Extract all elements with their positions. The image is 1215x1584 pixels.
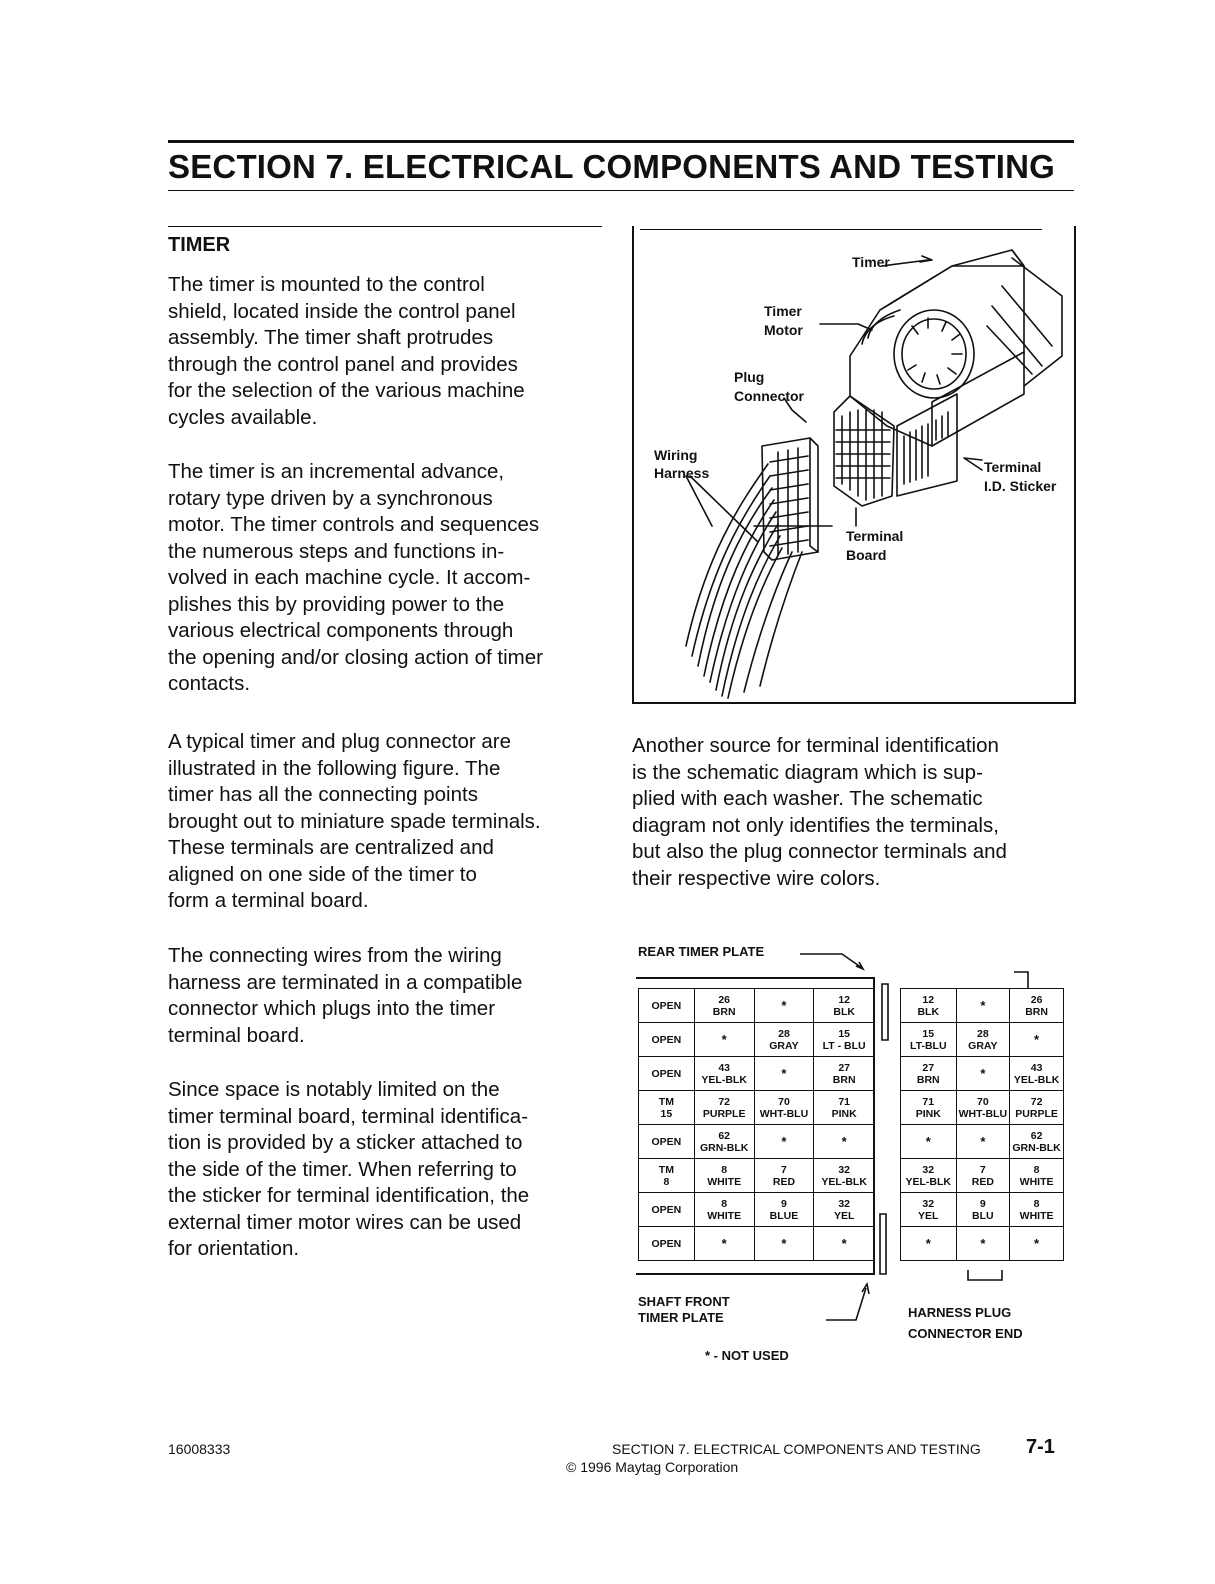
terminal-text: GRN-BLK: [1012, 1141, 1061, 1154]
table-row: [901, 1057, 1064, 1091]
text-line: tion is provided by a sticker attached to: [168, 1131, 523, 1154]
text-line: contacts.: [168, 672, 251, 695]
table-row: [639, 1023, 875, 1057]
terminal-cell: [754, 1057, 814, 1091]
section-title: SECTION 7. ELECTRICAL COMPONENTS AND TESTING: [168, 148, 1056, 185]
terminal-text: 8: [721, 1197, 728, 1210]
terminal-text: BRN: [916, 1073, 940, 1086]
text-line: the sticker for terminal identification, the: [168, 1184, 530, 1207]
terminal-text: 43: [1030, 1061, 1043, 1074]
text-line: rotary type driven by a synchronous: [168, 486, 493, 510]
terminal-text: YEL-BLK: [1013, 1073, 1060, 1086]
not-used-mark: *: [841, 1235, 847, 1251]
terminal-text: 71: [838, 1095, 850, 1108]
not-used-mark: *: [781, 997, 787, 1013]
terminal-text: 32: [922, 1163, 935, 1176]
shaft-front-label-2: TIMER PLATE: [638, 1310, 724, 1325]
doc-number: 16008333: [168, 1441, 231, 1457]
terminal-cell: [1010, 1023, 1064, 1057]
terminal-text: 7: [979, 1163, 986, 1176]
table-row: [639, 989, 875, 1023]
paragraph-2: [168, 459, 608, 698]
terminal-cell: [639, 1023, 695, 1057]
terminal-text: 62: [1030, 1129, 1043, 1142]
terminal-text: 32: [838, 1163, 850, 1176]
terminal-text: 15: [660, 1107, 673, 1120]
terminal-text: 7: [781, 1163, 787, 1176]
not-used-mark: *: [781, 1235, 787, 1251]
terminal-cell: [956, 1193, 1010, 1227]
label-terminal-board-2: Board: [846, 547, 887, 563]
label-wiring-harness-2: Harness: [654, 465, 710, 481]
terminal-text: LT-BLU: [909, 1039, 947, 1052]
not-used-mark: *: [980, 1235, 986, 1251]
terminal-cell: [814, 1159, 875, 1193]
terminal-cell: [901, 1091, 957, 1125]
terminal-text: 28: [977, 1027, 989, 1040]
text-line: illustrated in the following figure. The: [168, 756, 501, 780]
text-line: for the selection of the various machine: [168, 379, 525, 402]
terminal-cell: [1010, 1193, 1064, 1227]
terminal-text: YEL: [918, 1209, 939, 1222]
terminal-text: RED: [971, 1175, 994, 1188]
text-line: their respective wire colors.: [632, 866, 881, 890]
terminal-text: 8: [1033, 1163, 1040, 1176]
terminal-text: 71: [922, 1095, 935, 1108]
terminal-text: 32: [922, 1197, 935, 1210]
text-line: A typical timer and plug connector are: [168, 730, 511, 753]
terminal-cell: [901, 1057, 957, 1091]
text-line: shield, located inside the control panel: [168, 299, 516, 323]
terminal-cell: [956, 989, 1010, 1023]
terminal-text: 28: [778, 1027, 790, 1040]
terminal-cell: [694, 1125, 754, 1159]
terminal-text: OPEN: [651, 1237, 682, 1250]
terminal-cell: [639, 1091, 695, 1125]
terminal-text: WHITE: [1019, 1209, 1054, 1222]
text-line: volved in each machine cycle. It accom-: [168, 566, 531, 589]
terminal-text: WHITE: [707, 1209, 742, 1222]
page-number: 7-1: [1026, 1436, 1055, 1458]
terminal-cell: [694, 1159, 754, 1193]
text-line: timer has all the connecting points: [168, 783, 478, 806]
harness-plug-label-2: CONNECTOR END: [908, 1326, 1023, 1341]
terminal-text: 12: [922, 993, 935, 1006]
text-line: brought out to miniature spade terminals.: [168, 809, 541, 833]
terminal-text: PURPLE: [702, 1107, 746, 1120]
title-underline: [168, 190, 1074, 191]
label-timer-motor-1: Timer: [764, 303, 802, 319]
text-line: various electrical components through: [168, 619, 514, 642]
text-line: diagram not only identifies the terminals,: [632, 813, 999, 837]
terminal-cell: [901, 1125, 957, 1159]
terminal-text: 32: [838, 1197, 850, 1210]
paragraph-4: [168, 943, 608, 1049]
not-used-mark: *: [1034, 1235, 1040, 1251]
not-used-mark: *: [721, 1235, 727, 1251]
terminal-text: GRAY: [769, 1039, 799, 1052]
text-line: the side of the timer. When referring to: [168, 1157, 517, 1181]
text-line: assembly. The timer shaft protrudes: [168, 326, 494, 349]
table-row: [901, 1159, 1064, 1193]
terminal-text: 26: [1030, 993, 1043, 1006]
terminal-cell: [1010, 1159, 1064, 1193]
terminal-text: 8: [663, 1175, 670, 1188]
not-used-mark: *: [925, 1133, 931, 1149]
terminal-cell: [1010, 1125, 1064, 1159]
copyright: © 1996 Maytag Corporation: [566, 1459, 739, 1475]
terminal-text: 26: [718, 993, 731, 1006]
text-line: connector which plugs into the timer: [168, 997, 496, 1020]
terminal-text: WHITE: [707, 1175, 742, 1188]
text-line: plied with each washer. The schematic: [632, 787, 983, 810]
not-used-mark: *: [781, 1065, 787, 1081]
text-line: the opening and/or closing action of timer: [168, 645, 543, 669]
terminal-cell: [694, 1057, 754, 1091]
top-rule: [168, 140, 1074, 143]
terminal-text: BRN: [712, 1005, 736, 1018]
terminal-cell: [639, 1125, 695, 1159]
table-row: [639, 1227, 875, 1261]
terminal-cell: [694, 1227, 754, 1261]
label-terminal-id-1: Terminal: [984, 459, 1042, 475]
terminal-text: BLUE: [769, 1209, 799, 1222]
text-line: Another source for terminal identification: [632, 734, 999, 757]
terminal-text: 12: [838, 993, 850, 1006]
text-line: The timer is an incremental advance,: [168, 460, 505, 483]
terminal-text: BLK: [917, 1005, 940, 1018]
terminal-cell: [639, 1193, 695, 1227]
terminal-text: BLK: [833, 1005, 855, 1018]
text-line: harness are terminated in a compatible: [168, 970, 523, 994]
terminal-cell: [754, 1159, 814, 1193]
table-row: [639, 1057, 875, 1091]
label-plug-connector-2: Connector: [734, 388, 804, 404]
terminal-text: 9: [979, 1197, 986, 1210]
text-line: for orientation.: [168, 1237, 300, 1260]
text-line: cycles available.: [168, 405, 318, 429]
terminal-text: 8: [721, 1163, 728, 1176]
terminal-cell: [754, 1023, 814, 1057]
terminal-cell: [814, 1227, 875, 1261]
terminal-cell: [1010, 1057, 1064, 1091]
terminal-cell: [901, 989, 957, 1023]
text-line: but also the plug connector terminals and: [632, 840, 1007, 863]
text-line: The connecting wires from the wiring: [168, 944, 502, 967]
terminal-cell: [754, 1091, 814, 1125]
text-line: the numerous steps and functions in-: [168, 539, 505, 563]
harness-plug-table: [900, 988, 1064, 1261]
terminal-text: TM: [658, 1163, 674, 1176]
terminal-cell: [956, 1057, 1010, 1091]
terminal-cell: [639, 1159, 695, 1193]
timer-terminal-table: [638, 988, 875, 1261]
terminal-cell: [956, 1227, 1010, 1261]
terminal-cell: [694, 1023, 754, 1057]
terminal-text: 27: [922, 1061, 935, 1074]
label-timer: Timer: [852, 254, 890, 270]
terminal-text: YEL: [833, 1209, 855, 1222]
table-row: [639, 1159, 875, 1193]
terminal-text: BRN: [1025, 1005, 1048, 1018]
terminal-cell: [639, 1057, 695, 1091]
terminal-cell: [814, 1125, 875, 1159]
paragraph-schematic: [632, 733, 1072, 892]
terminal-text: YEL-BLK: [701, 1073, 747, 1086]
text-line: form a terminal board.: [168, 889, 369, 912]
terminal-text: LT - BLU: [822, 1039, 866, 1052]
terminal-text: WHT-BLU: [958, 1107, 1008, 1120]
table-row: [639, 1193, 875, 1227]
terminal-text: TM: [658, 1095, 674, 1108]
terminal-text: 72: [1030, 1095, 1043, 1108]
terminal-text: 72: [718, 1095, 731, 1108]
terminal-text: RED: [772, 1175, 796, 1188]
terminal-cell: [956, 1125, 1010, 1159]
text-line: Since space is notably limited on the: [168, 1078, 500, 1101]
subheading-timer: TIMER: [168, 234, 231, 256]
terminal-cell: [901, 1193, 957, 1227]
terminal-cell: [901, 1159, 957, 1193]
terminal-text: OPEN: [651, 1135, 682, 1148]
subheading-rule: [168, 226, 602, 227]
terminal-cell: [1010, 1227, 1064, 1261]
terminal-text: BLU: [972, 1209, 994, 1222]
terminal-cell: [814, 1193, 875, 1227]
not-used-mark: *: [980, 1133, 986, 1149]
terminal-cell: [956, 1159, 1010, 1193]
terminal-text: GRAY: [968, 1039, 998, 1052]
terminal-text: WHITE: [1019, 1175, 1054, 1188]
terminal-cell: [754, 1227, 814, 1261]
paragraph-5: [168, 1077, 608, 1263]
terminal-cell: [956, 1023, 1010, 1057]
label-terminal-id-2: I.D. Sticker: [984, 478, 1057, 494]
terminal-text: 27: [838, 1061, 850, 1074]
terminal-text: YEL-BLK: [821, 1175, 867, 1188]
terminal-text: 70: [778, 1095, 790, 1108]
text-line: terminal board.: [168, 1023, 305, 1047]
not-used-mark: *: [925, 1235, 931, 1251]
not-used-mark: *: [721, 1031, 727, 1047]
terminal-cell: [639, 989, 695, 1023]
text-line: These terminals are centralized and: [168, 836, 494, 859]
table-row: [901, 1227, 1064, 1261]
terminal-cell: [694, 1091, 754, 1125]
shaft-front-label-1: SHAFT FRONT: [638, 1294, 730, 1309]
terminal-text: 15: [838, 1027, 850, 1040]
terminal-cell: [694, 989, 754, 1023]
text-line: The timer is mounted to the control: [168, 273, 485, 296]
not-used-mark: *: [980, 1065, 986, 1081]
terminal-cell: [814, 1091, 875, 1125]
not-used-note: * - NOT USED: [705, 1348, 789, 1363]
label-timer-motor-2: Motor: [764, 322, 803, 338]
terminal-cell: [754, 989, 814, 1023]
text-line: timer terminal board, terminal identifica-: [168, 1104, 529, 1128]
terminal-text: GRN-BLK: [699, 1141, 749, 1154]
terminal-text: OPEN: [651, 1067, 682, 1080]
rear-timer-plate-label: REAR TIMER PLATE: [638, 944, 765, 959]
text-line: is the schematic diagram which is sup-: [632, 760, 983, 784]
terminal-cell: [639, 1227, 695, 1261]
terminal-cell: [814, 1023, 875, 1057]
terminal-cell: [814, 989, 875, 1023]
terminal-cell: [754, 1125, 814, 1159]
table-row: [901, 1193, 1064, 1227]
footer-section-ref: SECTION 7. ELECTRICAL COMPONENTS AND TESTING: [612, 1441, 981, 1457]
terminal-text: YEL-BLK: [905, 1175, 952, 1188]
not-used-mark: *: [841, 1133, 847, 1149]
terminal-text: 15: [922, 1027, 935, 1040]
label-terminal-board-1: Terminal: [846, 528, 904, 544]
table-row: [901, 989, 1064, 1023]
harness-plug-label-1: HARNESS PLUG: [908, 1305, 1012, 1320]
terminal-cell: [901, 1023, 957, 1057]
not-used-mark: *: [980, 997, 986, 1013]
terminal-cell: [1010, 1091, 1064, 1125]
terminal-text: WHT-BLU: [759, 1107, 809, 1120]
terminal-text: 70: [977, 1095, 989, 1108]
text-line: through the control panel and provides: [168, 352, 518, 376]
terminal-cell: [814, 1057, 875, 1091]
text-line: motor. The timer controls and sequences: [168, 513, 540, 536]
terminal-cell: [901, 1227, 957, 1261]
terminal-text: PURPLE: [1015, 1107, 1058, 1120]
terminal-text: 8: [1033, 1197, 1040, 1210]
terminal-text: BRN: [832, 1073, 856, 1086]
table-row: [901, 1023, 1064, 1057]
text-line: plishes this by providing power to the: [168, 592, 505, 616]
terminal-cell: [694, 1193, 754, 1227]
terminal-text: OPEN: [651, 1203, 682, 1216]
terminal-text: PINK: [915, 1107, 941, 1120]
label-plug-connector-1: Plug: [734, 369, 765, 385]
not-used-mark: *: [781, 1133, 787, 1149]
paragraph-1: [168, 272, 608, 431]
terminal-text: 62: [718, 1129, 731, 1142]
terminal-text: 9: [781, 1197, 787, 1210]
label-wiring-harness-1: Wiring: [654, 447, 698, 463]
table-row: [901, 1091, 1064, 1125]
table-row: [639, 1125, 875, 1159]
table-row: [901, 1125, 1064, 1159]
text-line: external timer motor wires can be used: [168, 1210, 522, 1234]
terminal-text: OPEN: [651, 999, 682, 1012]
table-row: [639, 1091, 875, 1125]
not-used-mark: *: [1034, 1031, 1040, 1047]
terminal-cell: [956, 1091, 1010, 1125]
terminal-text: OPEN: [651, 1033, 682, 1046]
terminal-cell: [754, 1193, 814, 1227]
terminal-text: 43: [718, 1061, 731, 1074]
terminal-text: PINK: [831, 1107, 857, 1120]
text-line: aligned on one side of the timer to: [168, 862, 477, 886]
paragraph-3: [168, 729, 608, 915]
terminal-cell: [1010, 989, 1064, 1023]
